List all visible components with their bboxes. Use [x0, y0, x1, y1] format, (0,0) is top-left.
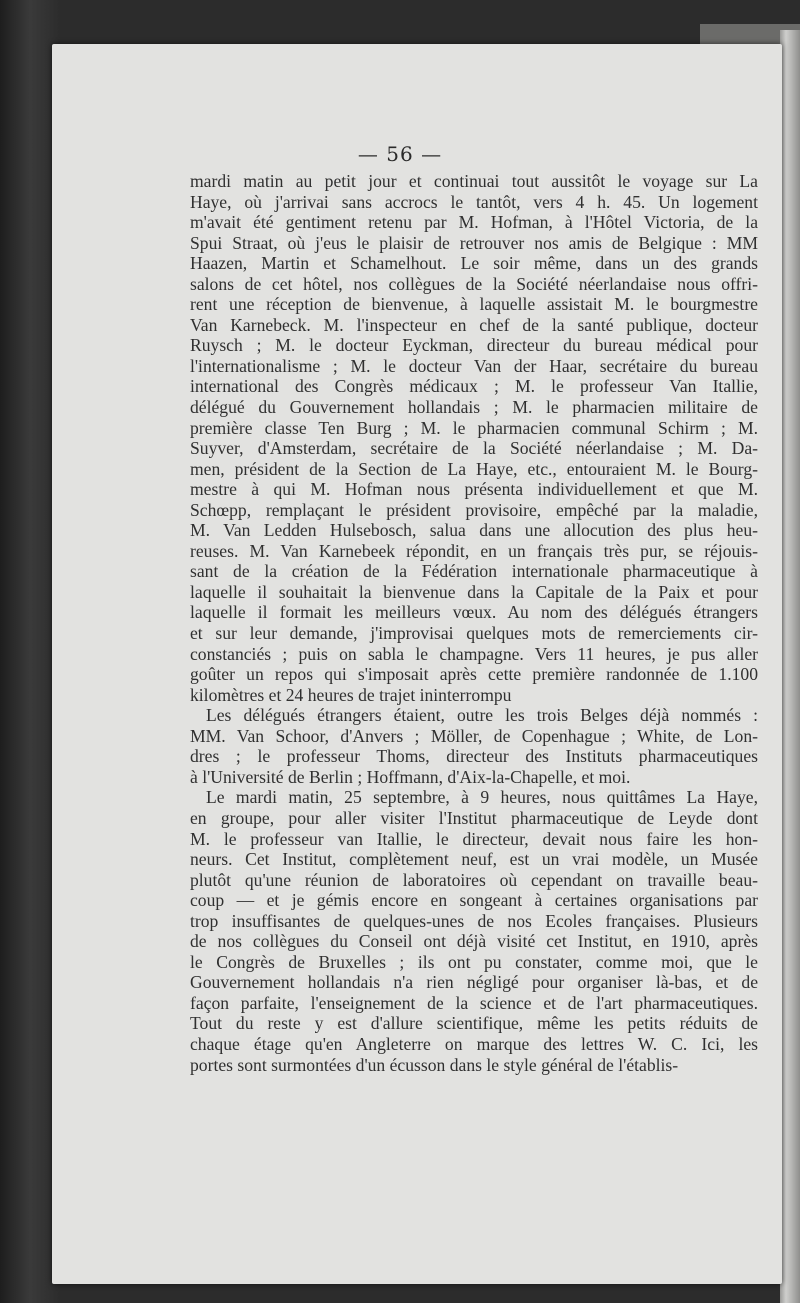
text-line: sant de la création de la Fédération internationale pharmaceutique à: [190, 561, 758, 582]
text-line: l'internationalisme ; M. le docteur Van der Haar, secrétaire du bureau: [190, 355, 758, 376]
text-line: salons de cet hôtel, nos collègues de la Société néerlandaise nous offri-: [190, 273, 758, 294]
text-line: international des Congrès médicaux ; M. le professeur Van Itallie,: [190, 376, 758, 397]
text-line: Schœpp, remplaçant le président provisoire, empêché par la maladie,: [190, 499, 758, 520]
text-line: Spui Straat, où j'eus le plaisir de retrouver nos amis de Belgique : MM: [190, 232, 758, 253]
text-line: MM. Van Schoor, d'Anvers ; Möller, de Copenhague ; White, de Lon-: [190, 725, 758, 746]
text-line: Gouvernement hollandais n'a rien négligé pour organiser là-bas, et de: [190, 972, 758, 993]
text-line: délégué du Gouvernement hollandais ; M. le pharmacien militaire de: [190, 397, 758, 418]
text-line: dres ; le professeur Thoms, directeur des Instituts pharmaceutiques: [190, 746, 758, 767]
text-line: à l'Université de Berlin ; Hoffmann, d'Aix-la-Chapelle, et moi.: [190, 766, 631, 787]
text-line: le Congrès de Bruxelles ; ils ont pu constater, comme moi, que le: [190, 951, 758, 972]
text-line: laquelle il souhaitait la bienvenue dans la Capitale de la Paix et pour: [190, 581, 758, 602]
text-line: men, président de la Section de La Haye, etc., entouraient M. le Bourg-: [190, 458, 758, 479]
text-line: Suyver, d'Amsterdam, secrétaire de la Société néerlandaise ; M. Da-: [190, 438, 758, 459]
text-line: neurs. Cet Institut, complètement neuf, est un vrai modèle, un Musée: [190, 849, 758, 870]
text-line: coup — et je gémis encore en songeant à certaines organisations par: [190, 890, 758, 911]
paper-edge-right: [780, 30, 800, 1303]
text-line: constanciés ; puis on sabla le champagne. Vers 11 heures, je pus aller: [190, 643, 758, 664]
text-line: Haye, où j'arrivai sans accrocs le tantôt, vers 4 h. 45. Un logement: [190, 191, 758, 212]
text-line: plutôt qu'une réunion de laboratoires où cependant on travaille beau-: [190, 869, 758, 890]
text-line: M. le professeur van Itallie, le directeur, devait nous faire les hon-: [190, 828, 758, 849]
text-line: trop insuffisantes de quelques-unes de nos Ecoles françaises. Plusieurs: [190, 910, 758, 931]
text-line: Tout du reste y est d'allure scientifique, même les petits réduits de: [190, 1013, 758, 1034]
paragraph: [190, 705, 758, 787]
text-line: de nos collègues du Conseil ont déjà visité cet Institut, en 1910, après: [190, 931, 758, 952]
text-line: kilomètres et 24 heures de trajet ininterrompu: [190, 684, 512, 705]
text-line: chaque étage qu'en Angleterre on marque des lettres W. C. Ici, les: [190, 1033, 758, 1054]
text-line: mestre à qui M. Hofman nous présenta individuellement et que M.: [190, 479, 758, 500]
paragraph: [190, 171, 758, 705]
paragraph: [190, 787, 758, 1075]
text-line: M. Van Ledden Hulsebosch, salua dans une allocution des plus heu-: [190, 520, 758, 541]
text-line: première classe Ten Burg ; M. le pharmacien communal Schirm ; M.: [190, 417, 758, 438]
text-line: mardi matin au petit jour et continuai tout aussitôt le voyage sur La: [190, 171, 758, 191]
text-line: m'avait été gentiment retenu par M. Hofman, à l'Hôtel Victoria, de la: [190, 212, 758, 233]
text-line: Ruysch ; M. le docteur Eyckman, directeur du bureau médical pour: [190, 335, 758, 356]
text-line: laquelle il formait les meilleurs vœux. Au nom des délégués étrangers: [190, 602, 758, 623]
text-line: reuses. M. Van Karnebeek répondit, en un français très pur, se réjouis-: [190, 540, 758, 561]
text-line: goûter un repos qui s'imposait après cette première randonnée de 1.100: [190, 664, 758, 685]
text-line: et sur leur demande, j'improvisai quelques mots de remerciements cir-: [190, 623, 758, 644]
text-line: façon parfaite, l'enseignement de la science et de l'art pharmaceutiques.: [190, 992, 758, 1013]
text-line: Le mardi matin, 25 septembre, à 9 heures, nous quittâmes La Haye,: [206, 787, 758, 808]
text-line: rent une réception de bienvenue, à laquelle assistait M. le bourgmestre: [190, 294, 758, 315]
text-line: Les délégués étrangers étaient, outre les trois Belges déjà nommés :: [206, 705, 758, 726]
text-line: Haazen, Martin et Schamelhout. Le soir même, dans un des grands: [190, 253, 758, 274]
page-number: — 56 —: [357, 142, 443, 166]
text-line: en groupe, pour aller visiter l'Institut pharmaceutique de Leyde dont: [190, 807, 758, 828]
text-line: Van Karnebeck. M. l'inspecteur en chef de la santé publique, docteur: [190, 314, 758, 335]
text-line: portes sont surmontées d'un écusson dans le style général de l'établis-: [190, 1054, 679, 1075]
body-text: [190, 171, 758, 1075]
